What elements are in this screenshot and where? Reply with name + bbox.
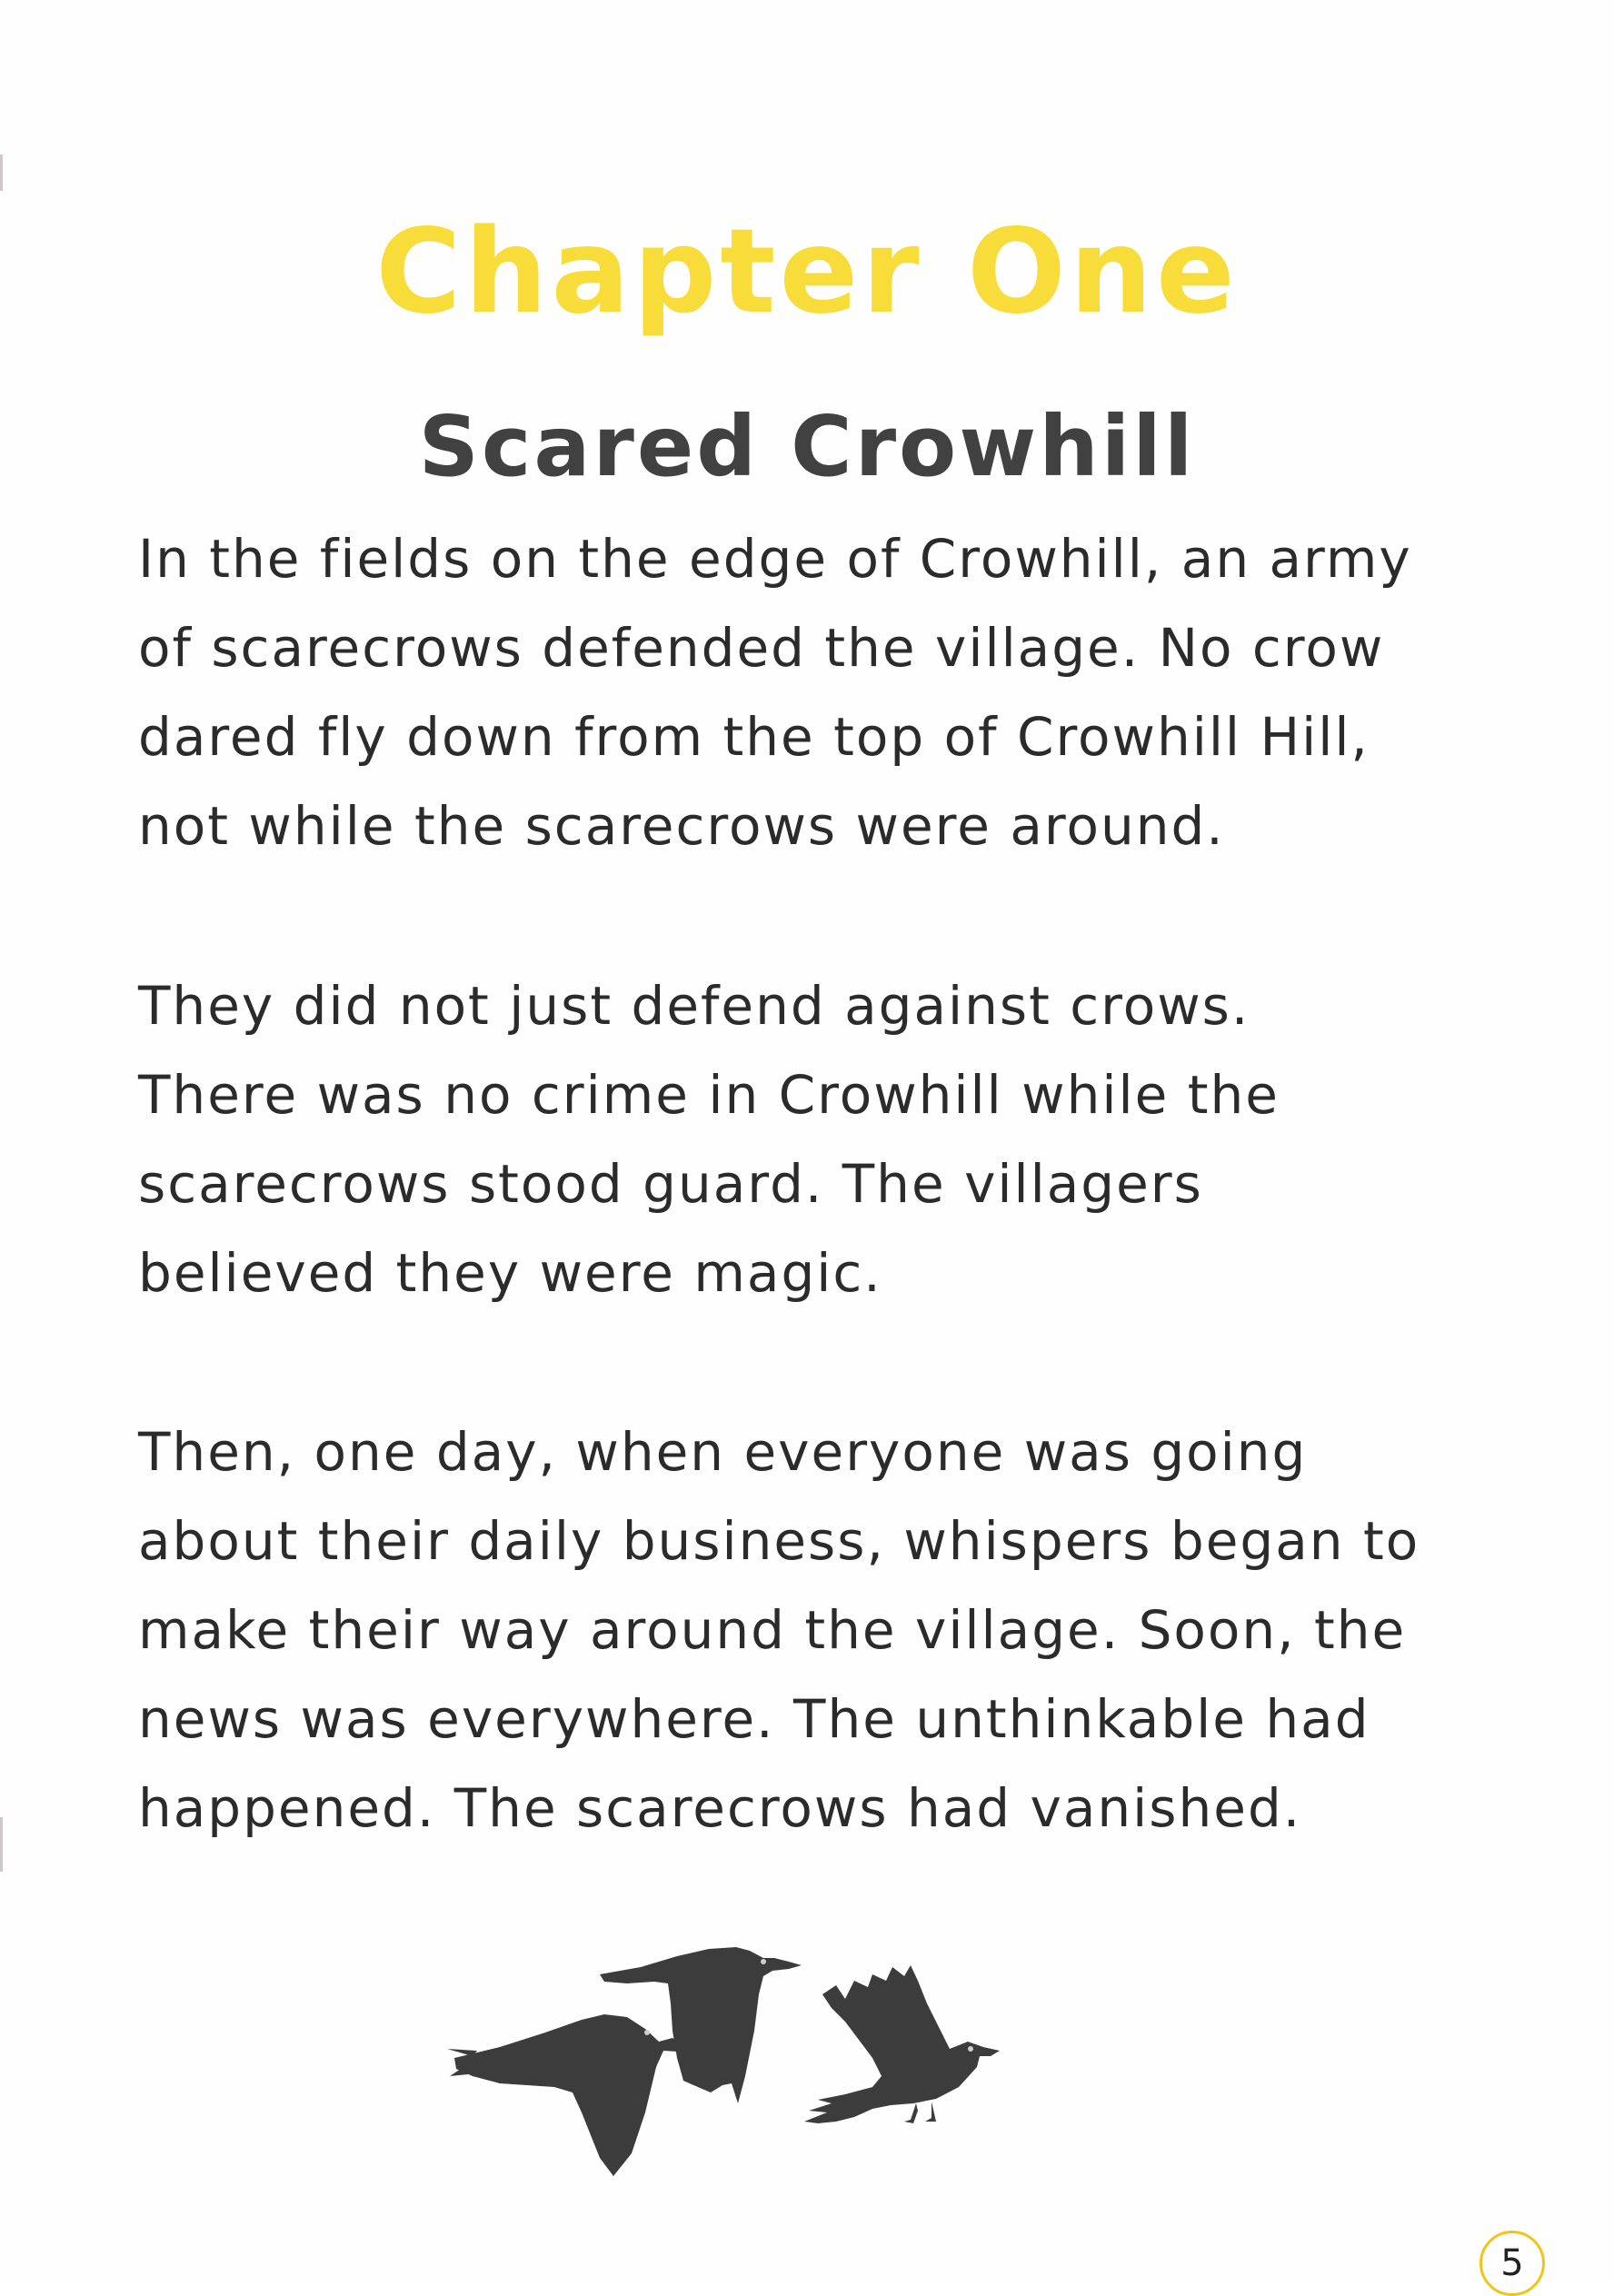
page-edge-mark (0, 1817, 3, 1872)
body-paragraph (138, 1407, 1501, 1853)
text-line: news was everywhere. The unthinkable had (138, 1688, 1370, 1750)
page-number-badge: 5 (1480, 2231, 1545, 2296)
crow-left-icon (447, 2014, 689, 2176)
text-line: believed they were magic. (138, 1242, 882, 1304)
text-line: scarecrows stood guard. The villagers (138, 1153, 1203, 1215)
text-line: of scarecrows defended the village. No crow (138, 617, 1385, 679)
flying-crows-illustration (445, 1931, 1136, 2221)
text-line: Then, one day, when everyone was going (138, 1421, 1308, 1483)
text-line: about their daily business, whispers began to (138, 1510, 1420, 1572)
text-line: dared fly down from the top of Crowhill Hill, (138, 706, 1370, 768)
text-line: They did not just defend against crows. (138, 975, 1250, 1037)
crow-right-icon (804, 1965, 1000, 2123)
chapter-title: Chapter One (375, 204, 1239, 340)
body-paragraph (138, 514, 1501, 870)
text-line: not while the scarecrows were around. (138, 795, 1225, 857)
text-line: In the fields on the edge of Crowhill, an army (138, 528, 1412, 590)
text-line: make their way around the village. Soon, the (138, 1599, 1407, 1661)
body-paragraph (138, 961, 1501, 1317)
page-edge-mark (0, 154, 3, 191)
chapter-subtitle: Scared Crowhill (418, 398, 1196, 496)
text-line: There was no crime in Crowhill while the (138, 1064, 1280, 1126)
text-line: happened. The scarecrows had vanished. (138, 1777, 1302, 1839)
